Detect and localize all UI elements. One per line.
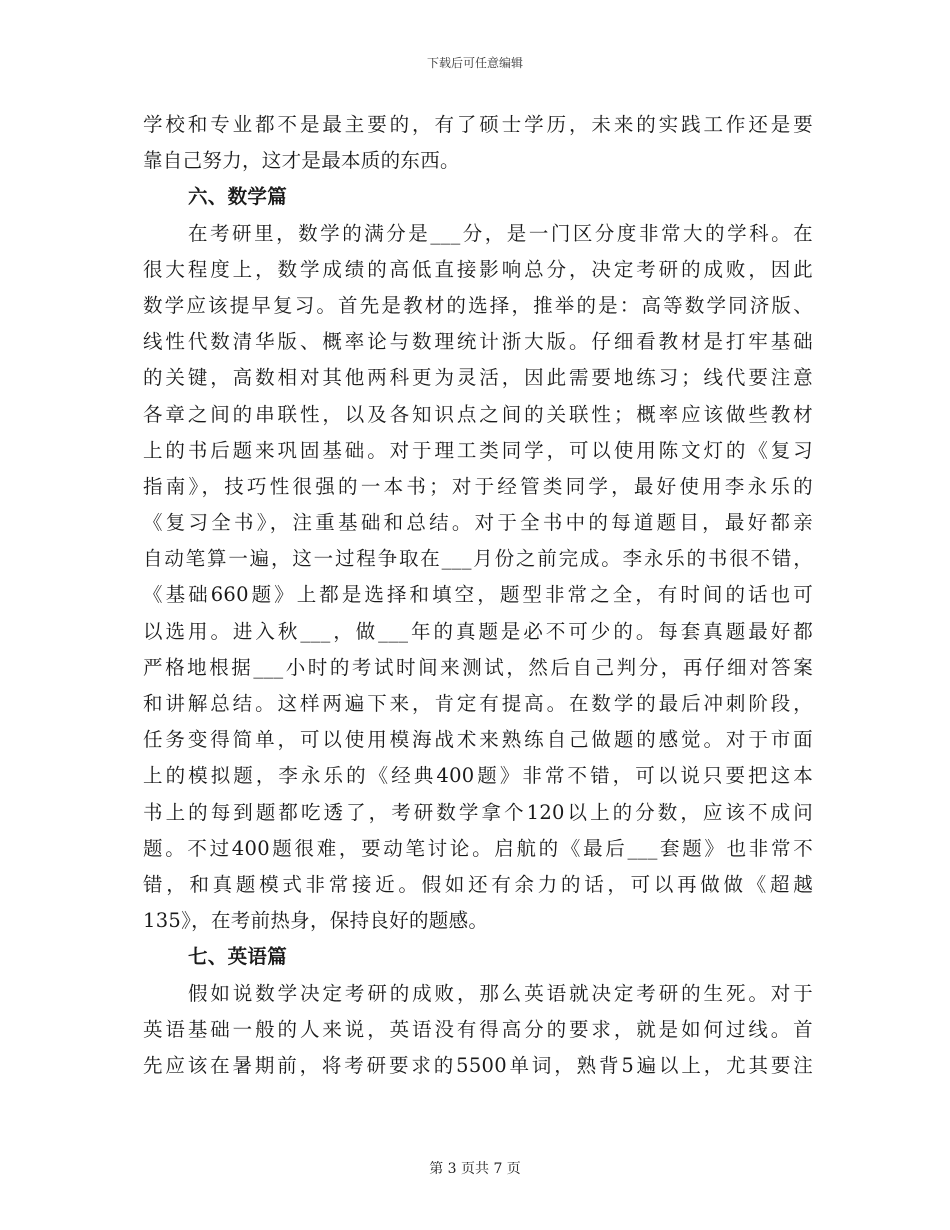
- paragraph-last-line: 135》，在考前热身，保持良好的题感。: [143, 909, 489, 933]
- paragraph-line: 英语基础一般的人来说，英语没有得高分的要求，就是如何过线。首: [143, 1017, 813, 1041]
- paragraph-line: 《复习全书》，注重基础和总结。对于全书中的每道题目，最好都亲: [143, 511, 813, 535]
- page-footer: 第 3 页共 7 页: [429, 1161, 521, 1177]
- section-heading: 六、数学篇: [188, 185, 288, 209]
- paragraph-line: 先应该在暑期前，将考研要求的5500单词，熟背5遍以上，尤其要注: [143, 1053, 813, 1077]
- paragraph-last-line: 靠自己努力，这才是最本质的东西。: [143, 149, 460, 173]
- paragraph-line: 《基础660题》上都是选择和填空，题型非常之全，有时间的话也可: [143, 583, 813, 607]
- paragraph-line: 很大程度上，数学成绩的高低直接影响总分，决定考研的成败，因此: [143, 257, 813, 281]
- paragraph-line: 题。不过400题很难，要动笔讨论。启航的《最后___套题》也非常不: [143, 836, 813, 860]
- document-body: [143, 107, 813, 1084]
- paragraph-line: 任务变得简单，可以使用模海战术来熟练自己做题的感觉。对于市面: [143, 728, 813, 752]
- paragraph-first-line: 假如说数学决定考研的成败，那么英语就决定考研的生死。对于: [188, 981, 813, 1005]
- section-heading: 七、英语篇: [188, 945, 288, 969]
- paragraph-line: 错，和真题模式非常接近。假如还有余力的话，可以再做做《超越: [143, 872, 813, 896]
- paragraph-line: 自动笔算一遍，这一过程争取在___月份之前完成。李永乐的书很不错，: [143, 547, 813, 571]
- paragraph-line: 的关键，高数相对其他两科更为灵活，因此需要地练习；线代要注意: [143, 366, 813, 390]
- paragraph-line: 线性代数清华版、概率论与数理统计浙大版。仔细看教材是打牢基础: [143, 330, 813, 354]
- paragraph-first-line: 在考研里，数学的满分是___分，是一门区分度非常大的学科。在: [188, 221, 813, 245]
- paragraph-line: 指南》，技巧性很强的一本书；对于经管类同学，最好使用李永乐的: [143, 474, 813, 498]
- paragraph-line: 书上的每到题都吃透了，考研数学拿个120以上的分数，应该不成问: [143, 800, 813, 824]
- page-header-note: 下载后可任意编辑: [426, 56, 523, 70]
- paragraph-line: 各章之间的串联性，以及各知识点之间的关联性；概率应该做些教材: [143, 402, 813, 426]
- paragraph-line: 上的书后题来巩固基础。对于理工类同学，可以使用陈文灯的《复习: [143, 438, 813, 462]
- paragraph-line: 和讲解总结。这样两遍下来，肯定有提高。在数学的最后冲刺阶段，: [143, 692, 813, 715]
- paragraph-line: 学校和专业都不是最主要的，有了硕士学历，未来的实践工作还是要: [143, 113, 813, 136]
- paragraph-line: 数学应该提早复习。首先是教材的选择，推举的是：高等数学同济版、: [143, 293, 813, 317]
- paragraph-line: 以选用。进入秋___，做___年的真题是必不可少的。每套真题最好都: [143, 619, 813, 643]
- paragraph-line: 上的模拟题，李永乐的《经典400题》非常不错，可以说只要把这本: [143, 764, 813, 788]
- paragraph-line: 严格地根据___小时的考试时间来测试，然后自己判分，再仔细对答案: [143, 655, 813, 679]
